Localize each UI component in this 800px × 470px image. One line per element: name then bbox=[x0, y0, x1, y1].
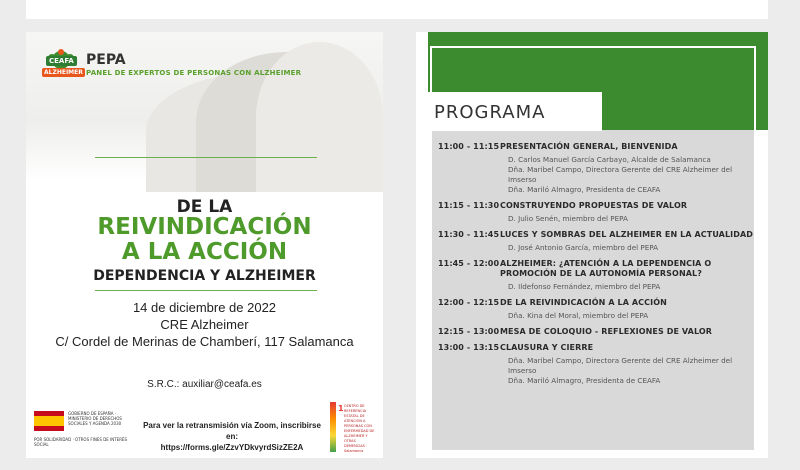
program-item bbox=[438, 298, 760, 321]
top-strip bbox=[26, 0, 768, 19]
program-item bbox=[438, 142, 760, 195]
speaker-line: D. Carlos Manuel García Carbayo, Alcalde de Salamanca bbox=[508, 155, 711, 164]
program-item-header bbox=[438, 259, 760, 279]
program-item-speakers bbox=[508, 243, 760, 253]
speaker-line: Dña. Mariló Almagro, Presidenta de CEAFA bbox=[508, 185, 661, 194]
program-item-time: 13:00 - 13:15 bbox=[438, 343, 500, 352]
title-line-3: A LA ACCIÓN bbox=[121, 239, 288, 265]
spain-flag-icon bbox=[34, 411, 64, 431]
divider-bottom bbox=[95, 290, 317, 291]
program-item-title: ALZHEIMER: ¿ATENCIÓN A LA DEPENDENCIA O PROMOCIÓN DE LA AUTONOMÍA PERSONAL? bbox=[500, 259, 712, 278]
program-item-time: 11:15 - 11:30 bbox=[438, 201, 500, 210]
program-item-header bbox=[438, 298, 760, 308]
program-item-title: LUCES Y SOMBRAS DEL ALZHEIMER EN LA ACTUALIDAD bbox=[500, 230, 754, 239]
contact-email: S.R.C.: auxiliar@ceafa.es bbox=[147, 379, 262, 390]
program-item-header bbox=[438, 230, 760, 240]
program-item-header bbox=[438, 343, 760, 353]
program-item-header bbox=[438, 327, 760, 337]
program-item-speakers bbox=[508, 311, 760, 321]
speaker-line: D. Julio Senén, miembro del PEPA bbox=[508, 214, 628, 223]
brand-title: PEPA bbox=[86, 52, 126, 68]
event-address: C/ Cordel de Merinas de Chamberí, 117 Salamanca bbox=[55, 334, 354, 349]
zoom-info bbox=[136, 420, 328, 453]
title-line-4: DEPENDENCIA Y ALZHEIMER bbox=[93, 268, 316, 284]
event-venue: CRE Alzheimer bbox=[160, 317, 249, 332]
program-item-speakers bbox=[508, 282, 760, 292]
solidarity-label: POR SOLIDARIDAD · OTROS FINES DE INTERÉS SOCIAL bbox=[34, 437, 128, 447]
program-item-header bbox=[438, 201, 760, 211]
ceafa-logo-text: CEAFA bbox=[46, 56, 77, 66]
title-line-1: DE LA bbox=[176, 197, 233, 217]
program-item-time: 11:30 - 11:45 bbox=[438, 230, 500, 239]
ceafa-logo-icon bbox=[42, 48, 80, 86]
program-list bbox=[438, 142, 760, 392]
program-item-time: 11:45 - 12:00 bbox=[438, 259, 500, 268]
event-flyer bbox=[26, 32, 383, 458]
speaker-line: Dña. Maribel Campo, Directora Gerente del CRE Alzheimer del Imserso bbox=[508, 165, 733, 184]
program-item-title: DE LA REIVINDICACIÓN A LA ACCIÓN bbox=[500, 298, 667, 307]
cre-logo-text: CENTRO DE REFERENCIA ESTATAL DE ATENCIÓN A PERSONAS CON ENFERMEDAD DE ALZHEIMER Y OTRAS DEMENCIAS · Salamanca bbox=[344, 404, 375, 453]
program-item-time: 11:00 - 11:15 bbox=[438, 142, 500, 151]
program-item-title: CONSTRUYENDO PROPUESTAS DE VALOR bbox=[500, 201, 688, 210]
program-item-speakers bbox=[508, 356, 760, 386]
program-title: PROGRAMA bbox=[434, 102, 546, 123]
brand-subtitle: PANEL DE EXPERTOS DE PERSONAS CON ALZHEIMER bbox=[86, 69, 302, 77]
program-item bbox=[438, 327, 760, 337]
program-item bbox=[438, 230, 760, 253]
zoom-text: Para ver la retransmisión vía Zoom, inscribirse en: bbox=[143, 421, 321, 441]
speaker-line: Dña. Mariló Almagro, Presidenta de CEAFA bbox=[508, 376, 661, 385]
speaker-line: D. José Antonio García, miembro del PEPA bbox=[508, 243, 659, 252]
program-item-speakers bbox=[508, 214, 760, 224]
title-line-2: REIVINDICACIÓN bbox=[97, 214, 312, 240]
color-bar-icon bbox=[330, 402, 336, 452]
government-logo bbox=[34, 409, 134, 449]
program-item-title: PRESENTACIÓN GENERAL, BIENVENIDA bbox=[500, 142, 678, 151]
speaker-line: Dña. Maribel Campo, Directora Gerente del CRE Alzheimer del Imserso bbox=[508, 356, 733, 375]
program-item-time: 12:15 - 13:00 bbox=[438, 327, 500, 336]
cre-alzheimer-logo bbox=[330, 402, 376, 452]
government-label: GOBIERNO DE ESPAÑA · MINISTERIO DE DERECHOS SOCIALES Y AGENDA 2030 bbox=[68, 411, 122, 426]
program-item-title: MESA DE COLOQUIO - REFLEXIONES DE VALOR bbox=[500, 327, 713, 336]
divider-top bbox=[95, 157, 317, 158]
program-panel bbox=[416, 32, 768, 458]
program-item bbox=[438, 201, 760, 224]
cre-logo-number: 1 bbox=[338, 404, 344, 413]
alzheimer-logo-text: ALZHEIMER bbox=[44, 69, 83, 76]
program-item bbox=[438, 343, 760, 386]
speaker-line: D. Ildefonso Fernández, miembro del PEPA bbox=[508, 282, 661, 291]
program-item-speakers bbox=[508, 155, 760, 195]
program-item-time: 12:00 - 12:15 bbox=[438, 298, 500, 307]
event-date: 14 de diciembre de 2022 bbox=[132, 300, 277, 315]
zoom-link[interactable]: https://forms.gle/ZzvYDkvyrdSizZE2A bbox=[160, 443, 304, 452]
program-item-header bbox=[438, 142, 760, 152]
program-item bbox=[438, 259, 760, 292]
program-item-title: CLAUSURA Y CIERRE bbox=[500, 343, 594, 352]
speaker-line: Dña. Kina del Moral, miembro del PEPA bbox=[508, 311, 649, 320]
